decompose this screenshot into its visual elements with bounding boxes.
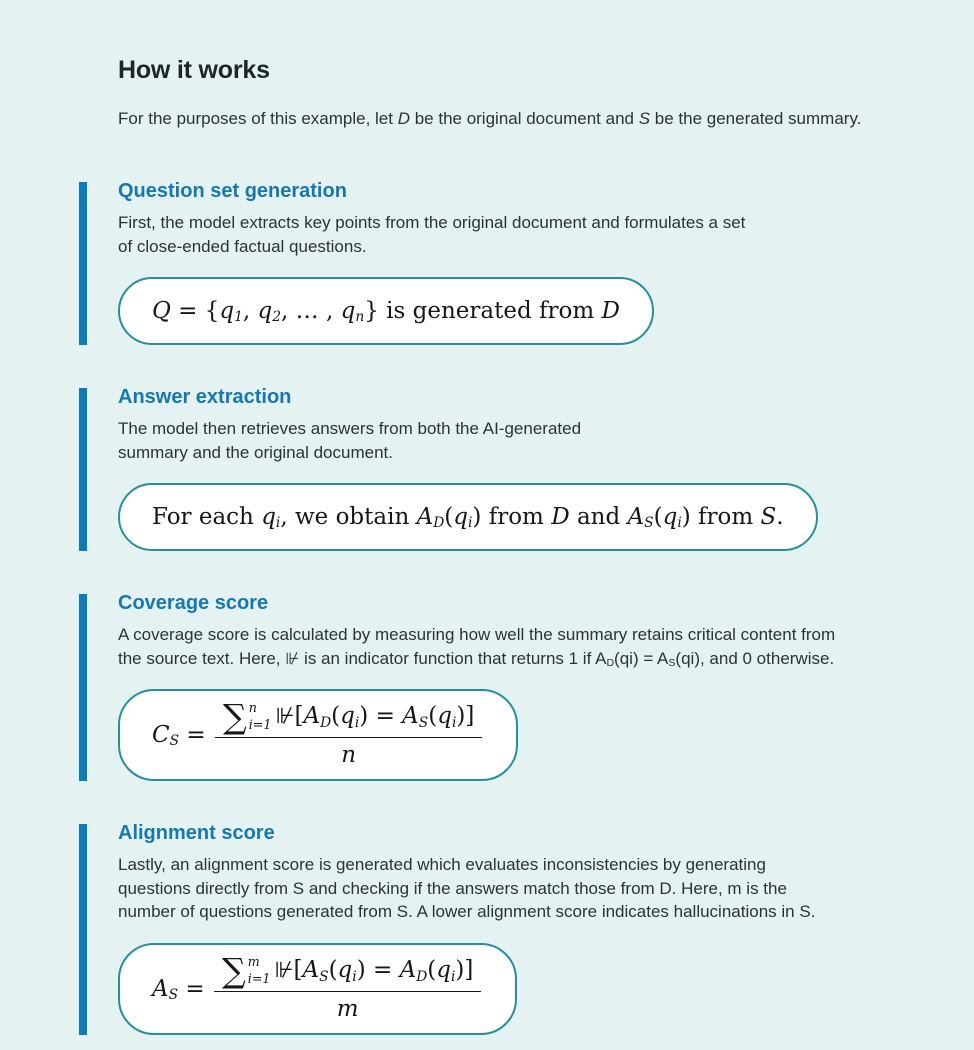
section-accent-bar [79, 824, 87, 1035]
section-body-text: First, the model extracts key points from the original document and formulates a set of close-ended factual questions. [118, 213, 746, 256]
section-body-text: The model then retrieves answers from both the AI-generated summary and the original document. [118, 419, 582, 462]
section-heading: Alignment score [118, 822, 275, 845]
formula-capsule [118, 689, 518, 781]
summation-symbol: ∑ m i=1 [221, 950, 271, 990]
math-formula: Q = { $q_1$ , $q_2$ , … , $q_n$ } is generated from D [152, 297, 620, 326]
formula-capsule [118, 277, 654, 345]
section-body-text: A coverage score is calculated by measuring how well the summary retains critical content from the source text. Here, ⊮ is an indicator function that returns 1 if $A_D(qi) = A_S(qi)$, and 0 otherwise. [118, 625, 836, 669]
math-formula: $A_S$ = ∑ m i=1 ⊮ [ $A_S$ ( $q_i$ ) = $A_D$ ( $q_i$ )] m [152, 955, 483, 1023]
math-formula: $C_S$ = ∑ n i=1 ⊮ [ $A_D$ ( $q_i$ ) = $A_S$ ( $q_i$ )] n [152, 701, 484, 769]
sections-list [118, 180, 934, 1035]
section-accent-bar [79, 388, 87, 551]
section-coverage-score [118, 592, 934, 781]
math-formula: For each $q_i$ , we obtain $A_D$ ( $q_i$ ) from D and $A_S$ ( $q_i$ ) from S . [152, 503, 784, 532]
section-heading: Question set generation [118, 180, 347, 202]
section-question-set-generation [118, 180, 934, 345]
intro-text: For the purposes of this example, let D be the original document and S be the generated summary. [118, 109, 862, 128]
formula-capsule [118, 483, 818, 551]
section-accent-bar [79, 594, 87, 781]
section-heading: Answer extraction [118, 386, 292, 408]
page-title: How it works [118, 56, 270, 84]
section-alignment-score [118, 822, 934, 1035]
section-accent-bar [79, 182, 87, 345]
section-body-text: Lastly, an alignment score is generated which evaluates inconsistencies by generating questions directly from S and checking if the answers match those from D. Here, m is the number of questions generated from S. A lower alignment score indicates hallucinations in S. [118, 855, 816, 922]
formula-capsule [118, 943, 517, 1035]
summation-symbol: ∑ n i=1 [222, 697, 272, 736]
section-answer-extraction [118, 386, 934, 551]
section-heading: Coverage score [118, 592, 269, 614]
